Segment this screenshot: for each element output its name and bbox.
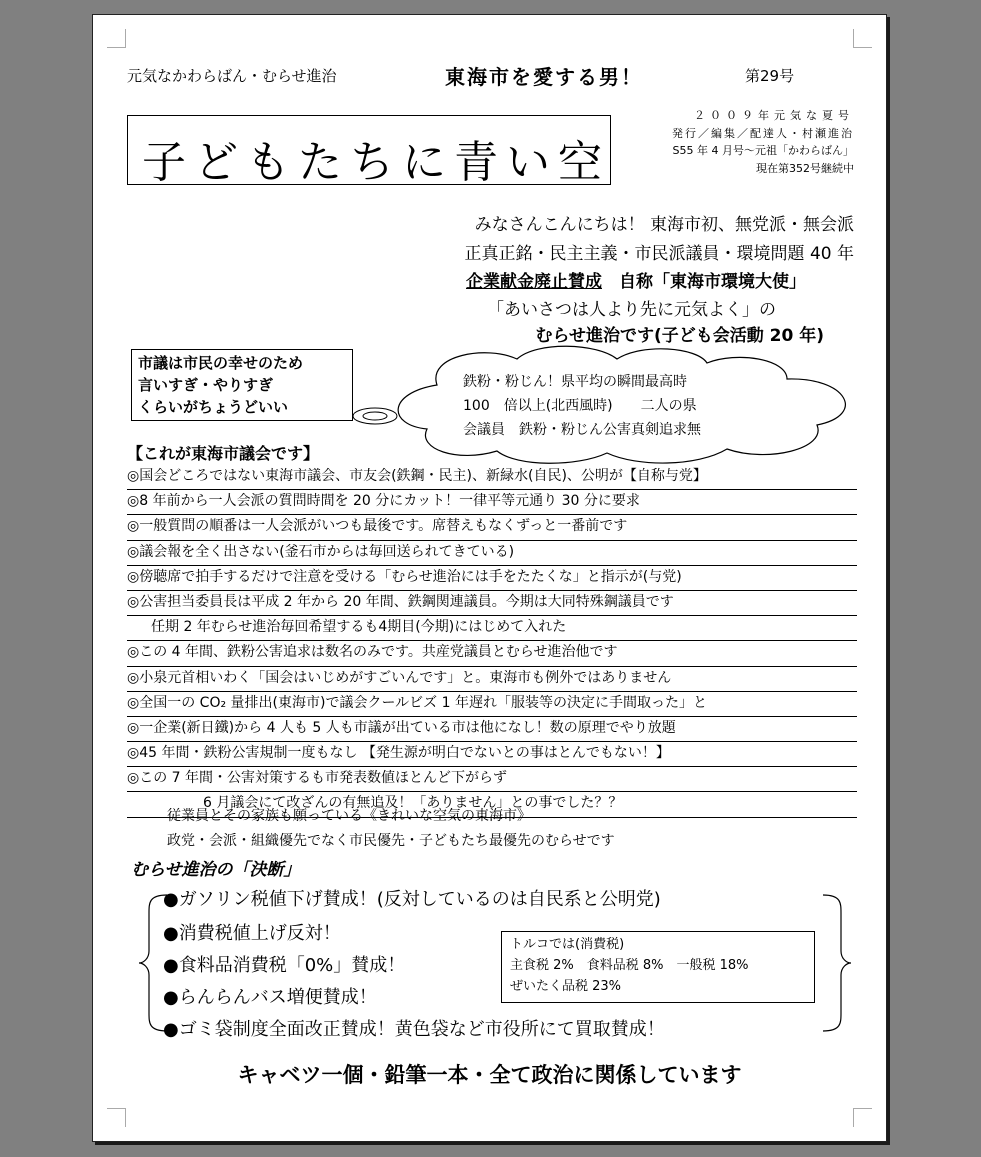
list-item: ◎国会どころではない東海市議会、市友会(鉄鋼・民主)、新緑水(自民)、公明が【自称与党】 — [127, 465, 857, 490]
newsletter-page — [92, 14, 887, 1142]
list-item: ◎全国一の CO₂ 量排出(東海市)で議会クールビズ 1 年遅れ「服装等の決定に手間取った」と — [127, 692, 857, 717]
greeting-rest: 自称「東海市環境大使」 — [602, 272, 806, 292]
plain-line: 従業員とその家族も願っている《きれいな空気の東海市》 — [167, 808, 531, 824]
crop-mark — [853, 29, 872, 48]
footer-slogan: キャベツ一個・鉛筆一本・全て政治に関係しています — [237, 1063, 742, 1087]
list-item: ◎一企業(新日鐵)から 4 人も 5 人も市議が出ている市は他になし！数の原理でやり放題 — [127, 717, 857, 742]
turkey-tax-box — [501, 931, 815, 1003]
decision-bullet: ●ガソリン税値下げ賛成！(反対しているのは自民系と公明党) — [163, 889, 661, 910]
greeting-line — [466, 267, 806, 292]
list-item: ◎一般質問の順番は一人会派がいつも最後です。席替えもなくずっと一番前です — [127, 515, 857, 540]
plain-line: 政党・会派・組織優先でなく市民優先・子どもたち最優先のむらせです — [167, 833, 615, 849]
cloud-line: 鉄粉・粉じん！県平均の瞬間最高時 — [463, 374, 687, 390]
decision-bullet: ●らんらんバス増便賛成！ — [163, 987, 377, 1008]
list-item: ◎この 4 年間、鉄粉公害追求は数名のみです。共産党議員とむらせ進治他です — [127, 641, 857, 666]
decision-bullet: ●消費税値上げ反対！ — [163, 923, 341, 944]
info-line: 現在第352号継続中 — [756, 162, 854, 175]
greeting-underlined: 企業献金廃止賛成 — [466, 272, 602, 292]
turkey-line: 主食税 2% 食料品税 8% 一般税 18% — [510, 958, 749, 973]
decision-title: むらせ進治の「決断」 — [131, 860, 301, 880]
info-line: S55 年 4 月号～元祖「かわらばん」 — [672, 144, 854, 157]
header-slogan: 東海市を愛する男！ — [445, 65, 643, 89]
title-box — [127, 115, 611, 188]
issue-number: 第29号 — [745, 67, 795, 85]
info-line: 発行／編集／配達人・村瀬進治 — [672, 127, 854, 140]
turkey-line: ぜいたく品税 23% — [510, 979, 622, 994]
speech-line: くらいがちょうどいい — [138, 398, 289, 416]
decision-bullet: ●ゴミ袋制度全面改正賛成！黄色袋など市役所にて買取賛成！ — [163, 1019, 665, 1040]
list-item: ◎小泉元首相いわく「国会はいじめがすごいんです」と。東海市も例外ではありません — [127, 667, 857, 692]
turkey-line: トルコでは(消費税) — [510, 937, 625, 952]
list-item: ◎8 年前から一人会派の質問時間を 20 分にカット！一律平等元通り 30 分に要求 — [127, 490, 857, 515]
section-title: 【これが東海市議会です】 — [127, 444, 320, 463]
crop-mark — [853, 1108, 872, 1127]
speech-box — [131, 349, 353, 421]
list-item: 6 月議会にて改ざんの有無追及！「ありません」との事でした？？ — [127, 792, 857, 817]
list-item: ◎議会報を全く出さない(釜石市からは毎回送られてきている) — [127, 541, 857, 566]
newsletter-title: 子どもたちに青い空 — [142, 137, 610, 188]
info-line: ２００９年元気な夏号 — [694, 109, 854, 122]
list-item: ◎45 年間・鉄粉公害規制一度もなし 【発生源が明白でないとの事はとんでもない！】 — [127, 742, 857, 767]
decision-bullet: ●食料品消費税「0%」賛成！ — [163, 955, 406, 976]
greeting-line: 「あいさつは人より先に元気よく」の — [487, 300, 776, 320]
list-item: ◎この 7 年間・公害対策するも市発表数値ほとんど下がらず — [127, 767, 857, 792]
cloud-line: 会議員 鉄粉・粉じん公害真剣追求無 — [463, 422, 701, 438]
greeting-line: 正真正銘・民主主義・市民派議員・環境問題 40 年 — [464, 244, 854, 264]
speech-line: 言いすぎ・やりすぎ — [138, 376, 274, 394]
greeting-line: みなさんこんにちは！ 東海市初、無党派・無会派 — [474, 215, 854, 235]
list-item: ◎公害担当委員長は平成 2 年から 20 年間、鉄鋼関連議員。今期は大同特殊鋼議員です — [127, 591, 857, 616]
greeting-line: むらせ進治です(子ども会活動 20 年) — [535, 326, 824, 346]
header-tagline: 元気なかわらばん・むらせ進治 — [127, 67, 337, 85]
crop-mark — [107, 1108, 126, 1127]
list-item: 任期 2 年むらせ進治毎回希望するも4期目(今期)にはじめて入れた — [127, 616, 857, 641]
crop-mark — [107, 29, 126, 48]
cloud-line: 100 倍以上(北西風時) 二人の県 — [463, 398, 697, 414]
list-item: ◎傍聴席で拍手するだけで注意を受ける「むらせ進治には手をたたくな」と指示が(与党) — [127, 566, 857, 591]
speech-line: 市議は市民の幸せのため — [138, 354, 304, 372]
council-list — [127, 465, 857, 818]
